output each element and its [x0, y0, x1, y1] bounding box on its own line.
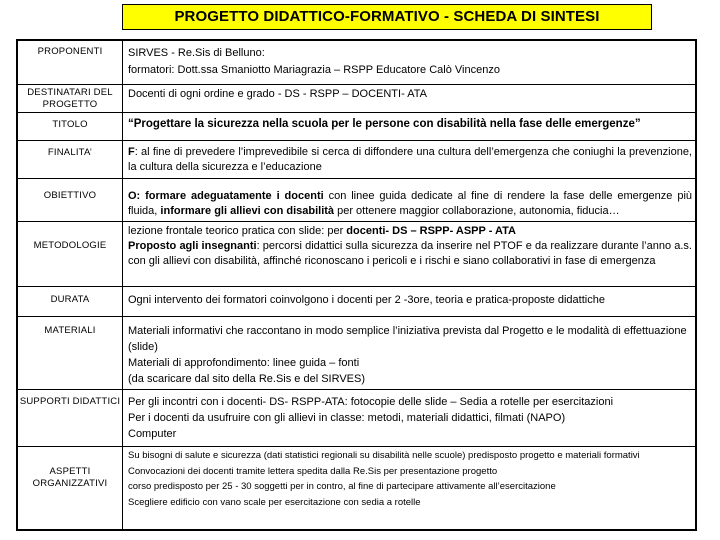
metodologie-text-2: : percorsi didattici sulla sicurezza da inserire nel PTOF e da realizzare durante l’anno a.s. con gli allievi con disabilità, affinché riconoscano i pericoli e i rischi e siano collaborativi in fase di emergenza: [128, 240, 692, 267]
content-materiali: [128, 323, 692, 387]
proponenti-line-2: formatori: Dott.ssa Smaniotto Mariagrazia – RSPP Educatore Calò Vincenzo: [128, 64, 500, 76]
label-destinatari: DESTINATARI DEL PROGETTO: [27, 87, 113, 110]
row-divider: [16, 178, 697, 179]
row-divider: [16, 286, 697, 287]
row-divider: [16, 389, 697, 390]
row-divider: [16, 221, 697, 222]
content-aspetti: [128, 450, 692, 509]
metodologie-line-1: [128, 224, 692, 239]
materiali-line-3: (da scaricare dal sito della Re.Sis e del SIRVES): [128, 373, 366, 385]
label-titolo: TITOLO: [52, 119, 88, 130]
aspetti-line-3: corso predisposto per 25 - 30 soggetti per in contro, al fine di partecipare attivamente all’esercitazione: [128, 481, 556, 493]
materiali-line-1: Materiali informativi che raccontano in modo semplice l’iniziativa prevista dal Progetto e le modalità di effettuazione (slide): [128, 325, 687, 353]
label-obiettivo: OBIETTIVO: [43, 190, 97, 201]
label-materiali: MATERIALI: [44, 325, 96, 336]
metodologie-line-1b: docenti- DS – RSPP- ASPP - ATA: [346, 225, 517, 237]
content-durata: Ogni intervento dei formatori coinvolgono i docenti per 2 -3ore, teoria e pratica-proposte didattiche: [128, 294, 605, 306]
aspetti-line-1: Su bisogni di salute e sicurezza (dati statistici regionali su disabilità nelle scuole) predisposto progetto e materiali formativi: [128, 450, 640, 461]
label-durata: DURATA: [50, 294, 90, 305]
finalita-lead: F: [128, 146, 135, 158]
row-divider: [16, 84, 697, 85]
metodologie-line-1a: lezione frontale teorico pratica con slide: per: [128, 225, 347, 237]
obiettivo-text-2: per ottenere maggior collaborazione, autonomia, fiducia…: [334, 205, 620, 217]
content-obiettivo: [128, 189, 692, 219]
content-titolo: “Progettare la sicurezza nella scuola per le persone con disabilità nella fase delle emergenze”: [128, 118, 641, 130]
row-divider: [16, 316, 697, 317]
materiali-line-2: Materiali di approfondimento: linee guida – fonti: [128, 357, 360, 369]
content-metodologie: [128, 224, 692, 269]
page-title: PROGETTO DIDATTICO-FORMATIVO - SCHEDA DI SINTESI: [122, 4, 652, 30]
row-divider: [16, 140, 697, 141]
obiettivo-text-1: con linee guida dedicate al fine di rendere la fase delle emergenze più fluida,: [128, 190, 692, 217]
metodologie-line-2: [128, 239, 692, 269]
label-finalita: FINALITA’: [47, 147, 93, 158]
obiettivo-bold-2: informare gli allievi con disabilità: [160, 205, 335, 217]
obiettivo-bold-1: O: formare adeguatamente i docenti: [128, 190, 324, 202]
label-supporti: SUPPORTI DIDATTICI: [19, 396, 121, 407]
aspetti-line-4: Scegliere edificio con vano scale per esercitazione con sedia a rotelle: [128, 496, 421, 508]
row-divider: [16, 112, 697, 113]
supporti-line-2: Per i docenti da usufruire con gli allievi in classe: metodi, materiali didattici, filmati (NAPO): [128, 412, 566, 424]
label-proponenti: PROPONENTI: [37, 46, 103, 57]
aspetti-line-2: Convocazioni dei docenti tramite lettera spedita dalla Re.Sis per presentazione progetto: [128, 465, 498, 477]
label-aspetti: ASPETTI ORGANIZZATIVI: [32, 466, 108, 489]
content-finalita: [128, 145, 692, 175]
label-metodologie: METODOLOGIE: [33, 240, 107, 251]
content-destinatari: Docenti di ogni ordine e grado - DS - RSPP – DOCENTI- ATA: [128, 88, 427, 100]
content-supporti: [128, 394, 692, 442]
row-divider: [16, 446, 697, 447]
content-proponenti: [128, 46, 692, 78]
supporti-line-1: Per gli incontri con i docenti- DS- RSPP-ATA: fotocopie delle slide – Sedia a rotelle per esercitazioni: [128, 396, 614, 408]
proponenti-line-1: SIRVES - Re.Sis di Belluno:: [128, 47, 265, 59]
metodologie-bold-2: Proposto agli insegnanti: [128, 240, 257, 252]
finalita-text: : al fine di prevedere l’imprevedibile si cerca di diffondere una cultura dell’emergenza che coniughi la prevenzione, la cultura della sicurezza e l’educazione: [128, 146, 692, 173]
supporti-line-3: Computer: [128, 428, 177, 440]
